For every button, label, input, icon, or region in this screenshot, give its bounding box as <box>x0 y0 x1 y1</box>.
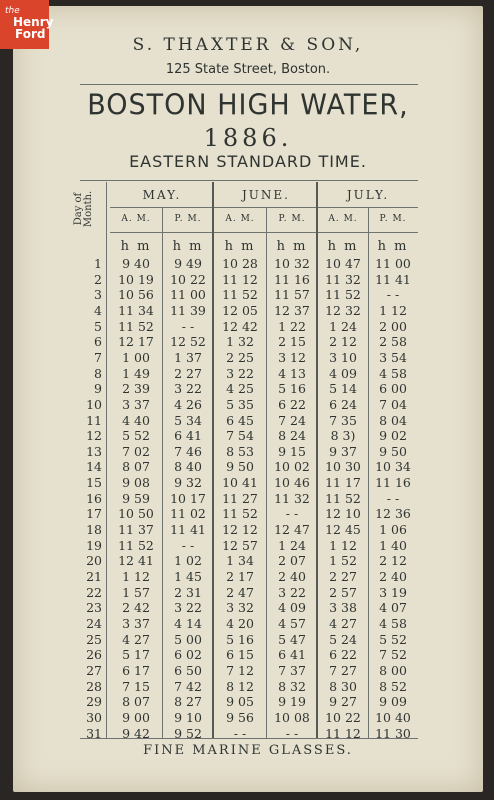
tide-time-cell: 3 22 <box>174 600 202 616</box>
tide-time-cell: 10 30 <box>325 459 361 475</box>
logo-line-2: Henry <box>13 15 54 29</box>
tide-time-cell: 4 27 <box>329 615 357 631</box>
tide-time-cell: 1 49 <box>122 365 150 381</box>
tide-time-cell: 7 35 <box>329 412 357 428</box>
tide-time-cell: - - <box>285 725 299 741</box>
year-label: 1886. <box>203 124 293 152</box>
tide-time-cell: 2 31 <box>174 584 202 600</box>
day-number: 23 <box>86 600 102 616</box>
july-pm-label: P. M. <box>379 214 407 224</box>
day-number: 21 <box>86 569 102 584</box>
tide-time-cell: 3 37 <box>122 615 150 631</box>
tide-time-cell: 5 16 <box>226 631 254 647</box>
tide-time-cell: 2 12 <box>329 334 357 350</box>
tide-time-cell: 10 41 <box>222 475 258 491</box>
page-title: BOSTON HIGH WATER, <box>87 89 409 122</box>
tide-time-cell: 10 08 <box>274 709 310 725</box>
tide-time-cell: 1 12 <box>329 537 357 553</box>
tide-time-cell: 11 37 <box>118 522 154 538</box>
tide-time-cell: 5 00 <box>174 631 202 647</box>
tide-time-cell: 4 09 <box>329 365 357 381</box>
tide-time-cell: 6 41 <box>278 647 306 663</box>
tide-time-cell: 7 46 <box>174 443 202 459</box>
footer-advert: FINE MARINE GLASSES. <box>143 743 353 758</box>
tide-time-cell: 4 14 <box>174 615 202 631</box>
tide-time-cell: 12 12 <box>222 522 258 538</box>
day-label-line-1: Day of <box>73 192 84 226</box>
day-number: 31 <box>86 725 102 741</box>
tide-time-cell: 4 58 <box>379 615 407 631</box>
tide-time-cell: 12 10 <box>325 506 361 522</box>
tide-time-cell: 5 52 <box>122 428 150 444</box>
tide-time-cell: 9 37 <box>329 443 357 459</box>
day-number: 26 <box>86 647 102 663</box>
tide-time-cell: 7 24 <box>278 412 306 428</box>
tide-time-cell: 2 39 <box>122 381 150 397</box>
tide-time-cell: 9 52 <box>174 725 202 741</box>
tide-time-cell: 8 30 <box>329 678 357 694</box>
tide-time-cell: 11 16 <box>375 475 411 491</box>
tide-time-cell: 11 02 <box>170 506 206 522</box>
may-pm-label: P. M. <box>174 214 202 224</box>
tide-time-cell: 9 49 <box>174 256 202 271</box>
tide-time-cell: 3 32 <box>226 600 254 616</box>
tide-time-cell: 11 52 <box>222 506 258 522</box>
tide-time-cell: 11 52 <box>325 287 361 303</box>
tide-time-cell: 6 22 <box>278 396 306 412</box>
day-number: 13 <box>86 443 102 459</box>
day-number: 29 <box>86 694 102 710</box>
june-pm-label: P. M. <box>278 214 306 224</box>
tide-time-cell: 10 22 <box>325 709 361 725</box>
tide-time-cell: 7 52 <box>379 647 407 663</box>
tide-time-cell: 2 25 <box>226 349 254 365</box>
tide-time-cell: - - <box>285 506 299 522</box>
may-pm-units: h m <box>172 239 204 254</box>
tide-time-cell: 11 30 <box>375 725 411 741</box>
tide-time-cell: 6 02 <box>174 647 202 663</box>
tide-time-cell: 6 17 <box>122 662 150 678</box>
day-number: 22 <box>86 584 102 600</box>
tide-time-cell: - - <box>181 537 195 553</box>
tide-time-cell: 1 40 <box>379 537 407 553</box>
tide-time-cell: 9 50 <box>226 459 254 475</box>
tide-time-cell: 11 12 <box>222 271 258 287</box>
tide-time-cell: 1 12 <box>122 569 150 584</box>
tide-time-cell: 8 24 <box>278 428 306 444</box>
day-number: 28 <box>86 678 102 694</box>
tide-time-cell: 8 53 <box>226 443 254 459</box>
day-number: 27 <box>86 662 102 678</box>
tide-time-cell: 11 52 <box>118 537 154 553</box>
logo-line-1: the <box>5 6 20 16</box>
tide-time-cell: 6 45 <box>226 412 254 428</box>
henry-ford-logo[interactable] <box>0 0 54 49</box>
tide-time-cell: 10 19 <box>118 271 154 287</box>
tide-time-cell: 9 42 <box>122 725 150 741</box>
tide-time-cell: 2 15 <box>278 334 306 350</box>
firm-name: S. THAXTER & SON, <box>132 35 364 55</box>
tide-time-cell: 6 24 <box>329 396 357 412</box>
tide-time-cell: - - <box>386 490 400 506</box>
tide-time-cell: 9 32 <box>174 475 202 491</box>
tide-time-cell: 11 32 <box>274 490 310 506</box>
tide-time-cell: 2 40 <box>278 569 306 584</box>
tide-time-cell: 4 13 <box>278 365 306 381</box>
day-number: 7 <box>94 349 102 365</box>
tide-time-cell: 2 58 <box>379 334 407 350</box>
tide-time-cell: 9 50 <box>379 443 407 459</box>
tide-time-cell: 10 34 <box>375 459 411 475</box>
tide-time-cell: 11 16 <box>274 271 310 287</box>
firm-address: 125 State Street, Boston. <box>165 62 331 77</box>
tide-time-cell: - - <box>181 318 195 334</box>
tide-time-cell: 4 27 <box>122 631 150 647</box>
tide-time-cell: 3 12 <box>278 349 306 365</box>
day-number: 9 <box>94 381 102 397</box>
tide-time-cell: 4 58 <box>379 365 407 381</box>
day-number: 18 <box>86 522 102 538</box>
tide-time-cell: 12 45 <box>325 522 361 538</box>
day-label-line-2: Month. <box>83 190 94 228</box>
tide-time-cell: 2 27 <box>329 569 357 584</box>
day-number: 16 <box>86 490 102 506</box>
tide-time-cell: 10 28 <box>222 256 258 271</box>
tide-time-cell: 3 22 <box>174 381 202 397</box>
tide-time-cell: 1 45 <box>174 569 202 584</box>
tide-time-cell: 12 32 <box>325 302 361 318</box>
tide-time-cell: 6 00 <box>379 381 407 397</box>
tide-time-cell: 8 04 <box>379 412 407 428</box>
tide-time-cell: 7 15 <box>122 678 150 694</box>
tide-time-cell: 5 35 <box>226 396 254 412</box>
tide-time-cell: 5 47 <box>278 631 306 647</box>
tide-time-cell: 8 27 <box>174 694 202 710</box>
month-header-june: JUNE. <box>242 188 290 202</box>
tide-time-cell: 8 32 <box>278 678 306 694</box>
tide-time-cell: 9 05 <box>226 694 254 710</box>
tide-time-cell: 7 02 <box>122 443 150 459</box>
tide-time-cell: 8 12 <box>226 678 254 694</box>
tide-time-cell: 2 17 <box>226 569 254 584</box>
tide-time-cell: 10 22 <box>170 271 206 287</box>
day-number: 17 <box>86 506 102 522</box>
june-am-label: A. M. <box>225 214 255 224</box>
tide-time-cell: 11 41 <box>170 522 206 538</box>
tide-time-cell: 8 07 <box>122 459 150 475</box>
tide-time-cell: 2 12 <box>379 553 407 569</box>
day-number: 4 <box>94 302 102 318</box>
tide-time-cell: 9 00 <box>122 709 150 725</box>
tide-time-cell: 1 12 <box>379 302 407 318</box>
tide-time-cell: 12 57 <box>222 537 258 553</box>
tide-time-cell: 6 15 <box>226 647 254 663</box>
day-number: 20 <box>86 553 102 569</box>
day-number: 5 <box>94 318 102 334</box>
tide-time-cell: 1 32 <box>226 334 254 350</box>
tide-time-cell: 12 05 <box>222 302 258 318</box>
day-number: 15 <box>86 475 102 491</box>
tide-time-cell: 11 32 <box>325 271 361 287</box>
tide-time-cell: 12 52 <box>170 334 206 350</box>
tide-time-cell: 3 22 <box>226 365 254 381</box>
tide-time-cell: 6 22 <box>329 647 357 663</box>
tide-time-cell: 1 24 <box>329 318 357 334</box>
tide-time-cell: 6 41 <box>174 428 202 444</box>
tide-time-cell: 4 57 <box>278 615 306 631</box>
tide-time-cell: 3 22 <box>278 584 306 600</box>
tide-time-cell: 9 02 <box>379 428 407 444</box>
tide-time-cell: - - <box>386 287 400 303</box>
tide-time-cell: 5 17 <box>122 647 150 663</box>
day-number: 2 <box>94 271 102 287</box>
tide-time-cell: 10 47 <box>325 256 361 271</box>
tide-time-cell: 1 34 <box>226 553 254 569</box>
tide-time-cell: 4 40 <box>122 412 150 428</box>
subtitle: EASTERN STANDARD TIME. <box>129 152 367 171</box>
tide-time-cell: 12 47 <box>274 522 310 538</box>
tide-time-cell: 7 27 <box>329 662 357 678</box>
tide-time-cell: 1 57 <box>122 584 150 600</box>
tide-time-cell: 9 56 <box>226 709 254 725</box>
tide-time-cell: 12 41 <box>118 553 154 569</box>
day-number: 10 <box>86 396 102 412</box>
tide-time-cell: 11 41 <box>375 271 411 287</box>
tide-time-cell: 1 06 <box>379 522 407 538</box>
logo-line-3: Ford <box>15 27 46 41</box>
day-number: 8 <box>94 365 102 381</box>
tide-time-cell: 4 26 <box>174 396 202 412</box>
tide-time-cell: 5 34 <box>174 412 202 428</box>
tide-time-cell: 12 36 <box>375 506 411 522</box>
tide-time-cell: 8 40 <box>174 459 202 475</box>
tide-time-cell: 2 27 <box>174 365 202 381</box>
tide-time-cell: 7 04 <box>379 396 407 412</box>
tide-time-cell: 11 57 <box>274 287 310 303</box>
month-header-july: JULY. <box>346 188 390 202</box>
july-am-label: A. M. <box>328 214 358 224</box>
tide-time-cell: 2 07 <box>278 553 306 569</box>
tide-time-cell: 9 59 <box>122 490 150 506</box>
tide-time-cell: 10 50 <box>118 506 154 522</box>
tide-time-cell: 2 57 <box>329 584 357 600</box>
tide-time-cell: 7 54 <box>226 428 254 444</box>
june-am-units: h m <box>224 239 256 254</box>
tide-time-cell: 3 38 <box>329 600 357 616</box>
day-number: 12 <box>86 428 102 444</box>
tide-time-cell: 12 37 <box>274 302 310 318</box>
tide-time-cell: 3 19 <box>379 584 407 600</box>
tide-time-cell: 9 08 <box>122 475 150 491</box>
tide-time-cell: 11 52 <box>222 287 258 303</box>
tide-time-cell: 6 50 <box>174 662 202 678</box>
day-number: 1 <box>94 256 102 271</box>
day-number: 30 <box>86 709 102 725</box>
may-am-label: A. M. <box>121 214 151 224</box>
tide-time-cell: 12 42 <box>222 318 258 334</box>
tide-time-cell: 5 16 <box>278 381 306 397</box>
tide-time-cell: 11 12 <box>325 725 361 741</box>
tide-time-cell: 10 46 <box>274 475 310 491</box>
tide-time-cell: 3 37 <box>122 396 150 412</box>
tide-time-cell: 8 3) <box>330 428 356 444</box>
tide-time-cell: 11 27 <box>222 490 258 506</box>
tide-time-cell: 5 24 <box>329 631 357 647</box>
tide-time-cell: 11 34 <box>118 302 154 318</box>
tide-time-cell: 5 52 <box>379 631 407 647</box>
tide-time-cell: 3 54 <box>379 349 407 365</box>
tide-time-cell: 11 52 <box>325 490 361 506</box>
tide-time-cell: 10 17 <box>170 490 206 506</box>
tide-time-cell: 8 52 <box>379 678 407 694</box>
tide-time-cell: 4 07 <box>379 600 407 616</box>
tide-time-cell: 4 09 <box>278 600 306 616</box>
tide-time-cell: 11 00 <box>375 256 411 271</box>
tide-time-cell: 3 10 <box>329 349 357 365</box>
day-number: 6 <box>94 334 102 350</box>
tide-time-cell: 11 39 <box>170 302 206 318</box>
tide-time-cell: 1 02 <box>174 553 202 569</box>
day-number: 11 <box>86 412 102 428</box>
day-number: 14 <box>86 459 102 475</box>
tide-time-cell: 7 37 <box>278 662 306 678</box>
tide-time-cell: 9 09 <box>379 694 407 710</box>
tide-time-cell: 7 12 <box>226 662 254 678</box>
tide-time-cell: 10 40 <box>375 709 411 725</box>
june-pm-units: h m <box>276 239 308 254</box>
tide-time-cell: 9 15 <box>278 443 306 459</box>
day-number: 19 <box>86 537 102 553</box>
tide-time-cell: 11 00 <box>170 287 206 303</box>
tide-time-cell: 11 52 <box>118 318 154 334</box>
day-number: 3 <box>94 287 102 303</box>
tide-time-cell: 2 47 <box>226 584 254 600</box>
month-header-may: MAY. <box>142 188 182 202</box>
tide-time-cell: 9 27 <box>329 694 357 710</box>
tide-time-cell: 2 00 <box>379 318 407 334</box>
tide-time-cell: 10 56 <box>118 287 154 303</box>
tide-time-cell: - - <box>233 725 247 741</box>
tide-time-cell: 1 52 <box>329 553 357 569</box>
tide-time-cell: 10 02 <box>274 459 310 475</box>
tide-time-cell: 1 22 <box>278 318 306 334</box>
tide-time-cell: 4 25 <box>226 381 254 397</box>
tide-time-cell: 2 40 <box>379 569 407 584</box>
tide-time-cell: 1 00 <box>122 349 150 365</box>
tide-time-cell: 1 37 <box>174 349 202 365</box>
day-number: 24 <box>86 615 102 631</box>
tide-time-cell: 2 42 <box>122 600 150 616</box>
tide-time-cell: 9 40 <box>122 256 150 271</box>
tide-time-cell: 9 10 <box>174 709 202 725</box>
table-bottom-rule <box>80 738 418 739</box>
tide-time-cell: 4 20 <box>226 615 254 631</box>
tide-time-cell: 1 24 <box>278 537 306 553</box>
day-number: 25 <box>86 631 102 647</box>
july-pm-units: h m <box>377 239 409 254</box>
july-am-units: h m <box>327 239 359 254</box>
tide-time-cell: 8 07 <box>122 694 150 710</box>
tide-time-cell: 12 17 <box>118 334 154 350</box>
may-am-units: h m <box>120 239 152 254</box>
tide-time-cell: 9 19 <box>278 694 306 710</box>
tide-time-cell: 10 32 <box>274 256 310 271</box>
tide-time-cell: 7 42 <box>174 678 202 694</box>
tide-time-cell: 5 14 <box>329 381 357 397</box>
tide-time-cell: 11 17 <box>325 475 361 491</box>
tide-time-cell: 8 00 <box>379 662 407 678</box>
